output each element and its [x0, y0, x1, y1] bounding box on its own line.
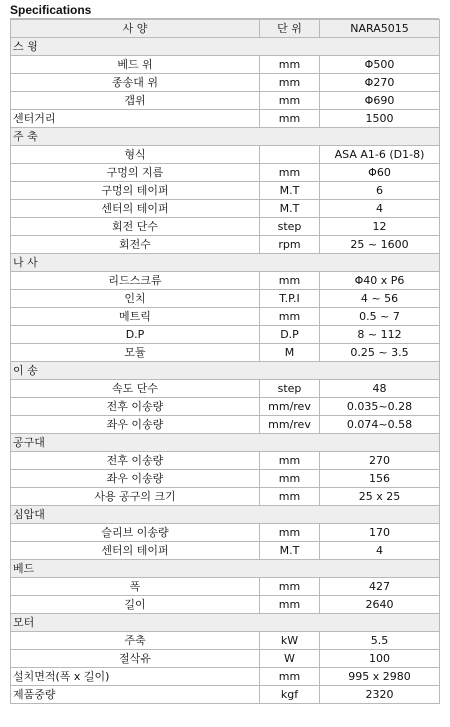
- spec-row: [11, 596, 440, 614]
- section-row: [11, 614, 440, 632]
- header-item: 사 양: [11, 20, 260, 38]
- spec-label: 구멍의 지름: [11, 164, 260, 182]
- spec-label: 속도 단수: [11, 380, 260, 398]
- spec-unit: mm: [260, 308, 320, 326]
- spec-row: [11, 524, 440, 542]
- spec-row: [11, 650, 440, 668]
- spec-row: [11, 686, 440, 704]
- spec-unit: mm: [260, 164, 320, 182]
- spec-label: 길이: [11, 596, 260, 614]
- section-row: [11, 506, 440, 524]
- section-row: [11, 434, 440, 452]
- spec-unit: mm: [260, 56, 320, 74]
- spec-row: [11, 578, 440, 596]
- spec-label: 인치: [11, 290, 260, 308]
- spec-unit: W: [260, 650, 320, 668]
- spec-label: 리드스크류: [11, 272, 260, 290]
- spec-label: 주축: [11, 632, 260, 650]
- spec-value: 5.5: [320, 632, 440, 650]
- spec-sheet: [10, 3, 439, 704]
- spec-label: 회전 단수: [11, 218, 260, 236]
- spec-value: 6: [320, 182, 440, 200]
- spec-label: 베드 위: [11, 56, 260, 74]
- spec-label: 모듈: [11, 344, 260, 362]
- spec-unit: mm/rev: [260, 398, 320, 416]
- spec-unit: mm: [260, 470, 320, 488]
- spec-value: 427: [320, 578, 440, 596]
- spec-value: 995 x 2980: [320, 668, 440, 686]
- spec-label: 종송대 위: [11, 74, 260, 92]
- spec-label: 좌우 이송량: [11, 416, 260, 434]
- section-label: 스 윙: [11, 38, 440, 56]
- spec-row: [11, 290, 440, 308]
- spec-value: 2320: [320, 686, 440, 704]
- spec-value: 170: [320, 524, 440, 542]
- spec-label: 좌우 이송량: [11, 470, 260, 488]
- spec-row: [11, 452, 440, 470]
- section-row: [11, 128, 440, 146]
- spec-unit: mm: [260, 74, 320, 92]
- spec-value: 0.25 ~ 3.5: [320, 344, 440, 362]
- spec-unit: step: [260, 218, 320, 236]
- spec-label: 제품중량: [11, 686, 260, 704]
- spec-unit: mm: [260, 110, 320, 128]
- spec-unit: mm: [260, 92, 320, 110]
- spec-value: 0.035~0.28: [320, 398, 440, 416]
- spec-row: [11, 164, 440, 182]
- spec-row: [11, 416, 440, 434]
- spec-row: [11, 74, 440, 92]
- section-label: 베드: [11, 560, 440, 578]
- spec-unit: mm: [260, 524, 320, 542]
- spec-row: [11, 110, 440, 128]
- spec-row: [11, 380, 440, 398]
- spec-unit: kW: [260, 632, 320, 650]
- spec-row: [11, 542, 440, 560]
- spec-value: 4 ~ 56: [320, 290, 440, 308]
- spec-label: D.P: [11, 326, 260, 344]
- section-row: [11, 254, 440, 272]
- spec-label: 형식: [11, 146, 260, 164]
- section-label: 나 사: [11, 254, 440, 272]
- spec-unit: T.P.I: [260, 290, 320, 308]
- spec-unit: M.T: [260, 182, 320, 200]
- spec-row: [11, 200, 440, 218]
- spec-value: 4: [320, 542, 440, 560]
- spec-value: 100: [320, 650, 440, 668]
- spec-unit: [260, 146, 320, 164]
- section-label: 심압대: [11, 506, 440, 524]
- spec-row: [11, 218, 440, 236]
- spec-value: Φ270: [320, 74, 440, 92]
- spec-row: [11, 182, 440, 200]
- spec-value: Φ500: [320, 56, 440, 74]
- section-row: [11, 38, 440, 56]
- spec-value: 48: [320, 380, 440, 398]
- spec-value: Φ60: [320, 164, 440, 182]
- spec-row: [11, 488, 440, 506]
- header-unit: 단 위: [260, 20, 320, 38]
- spec-unit: mm: [260, 452, 320, 470]
- spec-label: 갭위: [11, 92, 260, 110]
- spec-label: 설치면적(폭 x 길이): [11, 668, 260, 686]
- spec-row: [11, 236, 440, 254]
- page-title: Specifications: [10, 3, 439, 19]
- spec-unit: D.P: [260, 326, 320, 344]
- spec-unit: M: [260, 344, 320, 362]
- spec-label: 센터의 테이퍼: [11, 542, 260, 560]
- spec-label: 사용 공구의 크기: [11, 488, 260, 506]
- spec-label: 폭: [11, 578, 260, 596]
- spec-value: 0.5 ~ 7: [320, 308, 440, 326]
- section-row: [11, 362, 440, 380]
- spec-label: 메트릭: [11, 308, 260, 326]
- spec-unit: mm: [260, 272, 320, 290]
- spec-label: 전후 이송량: [11, 452, 260, 470]
- spec-row: [11, 398, 440, 416]
- spec-row: [11, 308, 440, 326]
- spec-label: 전후 이송량: [11, 398, 260, 416]
- spec-row: [11, 272, 440, 290]
- spec-label: 슬리브 이송량: [11, 524, 260, 542]
- spec-table: [10, 19, 440, 704]
- spec-row: [11, 668, 440, 686]
- spec-unit: mm/rev: [260, 416, 320, 434]
- spec-row: [11, 326, 440, 344]
- spec-value: 1500: [320, 110, 440, 128]
- spec-row: [11, 92, 440, 110]
- section-label: 모터: [11, 614, 440, 632]
- section-label: 주 축: [11, 128, 440, 146]
- spec-unit: mm: [260, 578, 320, 596]
- spec-label: 구멍의 테이퍼: [11, 182, 260, 200]
- spec-row: [11, 470, 440, 488]
- spec-unit: step: [260, 380, 320, 398]
- section-label: 공구대: [11, 434, 440, 452]
- spec-unit: M.T: [260, 542, 320, 560]
- spec-value: 8 ~ 112: [320, 326, 440, 344]
- spec-row: [11, 146, 440, 164]
- spec-value: 270: [320, 452, 440, 470]
- section-label: 이 송: [11, 362, 440, 380]
- section-row: [11, 560, 440, 578]
- spec-value: 0.074~0.58: [320, 416, 440, 434]
- spec-value: ASA A1-6 (D1-8): [320, 146, 440, 164]
- spec-value: 2640: [320, 596, 440, 614]
- spec-row: [11, 344, 440, 362]
- spec-unit: mm: [260, 488, 320, 506]
- spec-row: [11, 56, 440, 74]
- spec-unit: M.T: [260, 200, 320, 218]
- spec-unit: mm: [260, 668, 320, 686]
- spec-label: 절삭유: [11, 650, 260, 668]
- spec-value: Φ40 x P6: [320, 272, 440, 290]
- spec-value: Φ690: [320, 92, 440, 110]
- spec-value: 156: [320, 470, 440, 488]
- spec-unit: rpm: [260, 236, 320, 254]
- spec-label: 회전수: [11, 236, 260, 254]
- spec-unit: kgf: [260, 686, 320, 704]
- header-model: NARA5015: [320, 20, 440, 38]
- spec-unit: mm: [260, 596, 320, 614]
- spec-label: 센터의 테이퍼: [11, 200, 260, 218]
- spec-value: 25 x 25: [320, 488, 440, 506]
- spec-value: 12: [320, 218, 440, 236]
- spec-value: 4: [320, 200, 440, 218]
- table-header: [11, 20, 440, 38]
- spec-label: 센터거리: [11, 110, 260, 128]
- spec-row: [11, 632, 440, 650]
- spec-value: 25 ~ 1600: [320, 236, 440, 254]
